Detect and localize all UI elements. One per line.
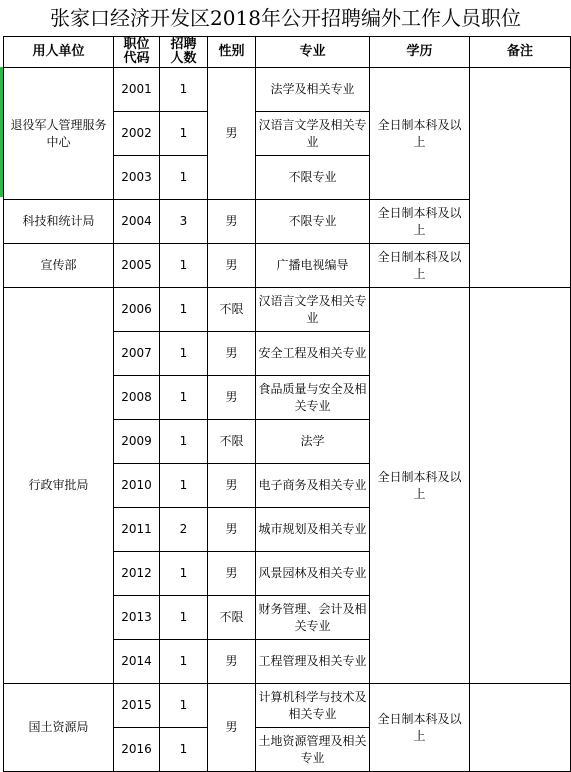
- major-cell: 安全工程及相关专业: [256, 332, 370, 376]
- positions-table: [3, 36, 571, 772]
- header-code-line1: 职位: [123, 37, 150, 52]
- major-cell: 城市规划及相关专业: [256, 508, 370, 552]
- education-cell: 全日制本科及以上: [370, 200, 470, 244]
- count-cell: 1: [160, 244, 208, 288]
- header-major: 专业: [256, 37, 370, 68]
- code-cell: 2005: [114, 244, 160, 288]
- education-cell: 全日制本科及以上: [370, 684, 470, 772]
- code-cell: 2010: [114, 464, 160, 508]
- count-cell: 1: [160, 728, 208, 772]
- code-cell: 2016: [114, 728, 160, 772]
- gender-cell: 男: [208, 552, 256, 596]
- table-row: [4, 684, 571, 728]
- table-row: [4, 288, 571, 332]
- header-count-line1: 招聘: [170, 37, 197, 52]
- count-cell: 1: [160, 640, 208, 684]
- major-cell: 电子商务及相关专业: [256, 464, 370, 508]
- unit-cell-land: 国土资源局: [4, 684, 114, 772]
- gender-cell: 男: [208, 376, 256, 420]
- code-cell: 2009: [114, 420, 160, 464]
- header-education: 学历: [370, 37, 470, 68]
- major-cell: 计算机科学与技术及相关专业: [256, 684, 370, 728]
- table-header-row: [4, 37, 571, 68]
- count-cell: 1: [160, 332, 208, 376]
- count-cell: 1: [160, 552, 208, 596]
- gender-cell: 男: [208, 332, 256, 376]
- code-cell: 2015: [114, 684, 160, 728]
- major-cell: 工程管理及相关专业: [256, 640, 370, 684]
- unit-cell-approval: 行政审批局: [4, 288, 114, 684]
- major-cell: 法学: [256, 420, 370, 464]
- code-cell: 2008: [114, 376, 160, 420]
- code-cell: 2001: [114, 68, 160, 112]
- code-cell: 2003: [114, 156, 160, 200]
- count-cell: 1: [160, 684, 208, 728]
- education-cell: 全日制本科及以上: [370, 68, 470, 200]
- count-cell: 3: [160, 200, 208, 244]
- count-cell: 2: [160, 508, 208, 552]
- code-cell: 2006: [114, 288, 160, 332]
- header-unit: 用人单位: [4, 37, 114, 68]
- education-cell: 全日制本科及以上: [370, 288, 470, 684]
- gender-cell: 男: [208, 464, 256, 508]
- code-cell: 2011: [114, 508, 160, 552]
- unit-cell-publicity: 宣传部: [4, 244, 114, 288]
- header-code-line2: 代码: [123, 51, 150, 66]
- code-cell: 2013: [114, 596, 160, 640]
- count-cell: 1: [160, 464, 208, 508]
- unit-cell-veterans: 退役军人管理服务中心: [4, 68, 114, 200]
- count-cell: 1: [160, 596, 208, 640]
- page-title: 张家口经济开发区2018年公开招聘编外工作人员职位: [50, 6, 521, 30]
- gender-cell: 男: [208, 640, 256, 684]
- code-cell: 2014: [114, 640, 160, 684]
- major-cell: 法学及相关专业: [256, 68, 370, 112]
- major-cell: 不限专业: [256, 200, 370, 244]
- major-cell: 广播电视编导: [256, 244, 370, 288]
- remarks-cell: [470, 684, 571, 772]
- major-cell: 财务管理、会计及相关专业: [256, 596, 370, 640]
- count-cell: 1: [160, 156, 208, 200]
- major-cell: 食品质量与安全及相关专业: [256, 376, 370, 420]
- gender-cell: 不限: [208, 288, 256, 332]
- header-gender: 性别: [208, 37, 256, 68]
- gender-cell: 不限: [208, 420, 256, 464]
- remarks-cell: [470, 288, 571, 684]
- count-cell: 1: [160, 420, 208, 464]
- major-cell: 风景园林及相关专业: [256, 552, 370, 596]
- major-cell: 汉语言文学及相关专业: [256, 112, 370, 156]
- code-cell: 2007: [114, 332, 160, 376]
- table-row: [4, 68, 571, 112]
- count-cell: 1: [160, 68, 208, 112]
- header-remarks: 备注: [470, 37, 571, 68]
- gender-cell: 不限: [208, 596, 256, 640]
- count-cell: 1: [160, 376, 208, 420]
- gender-cell: 男: [208, 244, 256, 288]
- major-cell: 土地资源管理及相关专业: [256, 728, 370, 772]
- gender-cell: 男: [208, 68, 256, 200]
- header-code: [114, 37, 160, 68]
- major-cell: 汉语言文学及相关专业: [256, 288, 370, 332]
- remarks-cell: [470, 68, 571, 288]
- code-cell: 2004: [114, 200, 160, 244]
- unit-cell-science: 科技和统计局: [4, 200, 114, 244]
- gender-cell: 男: [208, 684, 256, 772]
- education-cell: 全日制本科及以上: [370, 244, 470, 288]
- code-cell: 2002: [114, 112, 160, 156]
- header-count-line2: 人数: [170, 51, 197, 66]
- gender-cell: 男: [208, 508, 256, 552]
- gender-cell: 男: [208, 200, 256, 244]
- header-count: [160, 37, 208, 68]
- code-cell: 2012: [114, 552, 160, 596]
- major-cell: 不限专业: [256, 156, 370, 200]
- count-cell: 1: [160, 112, 208, 156]
- count-cell: 1: [160, 288, 208, 332]
